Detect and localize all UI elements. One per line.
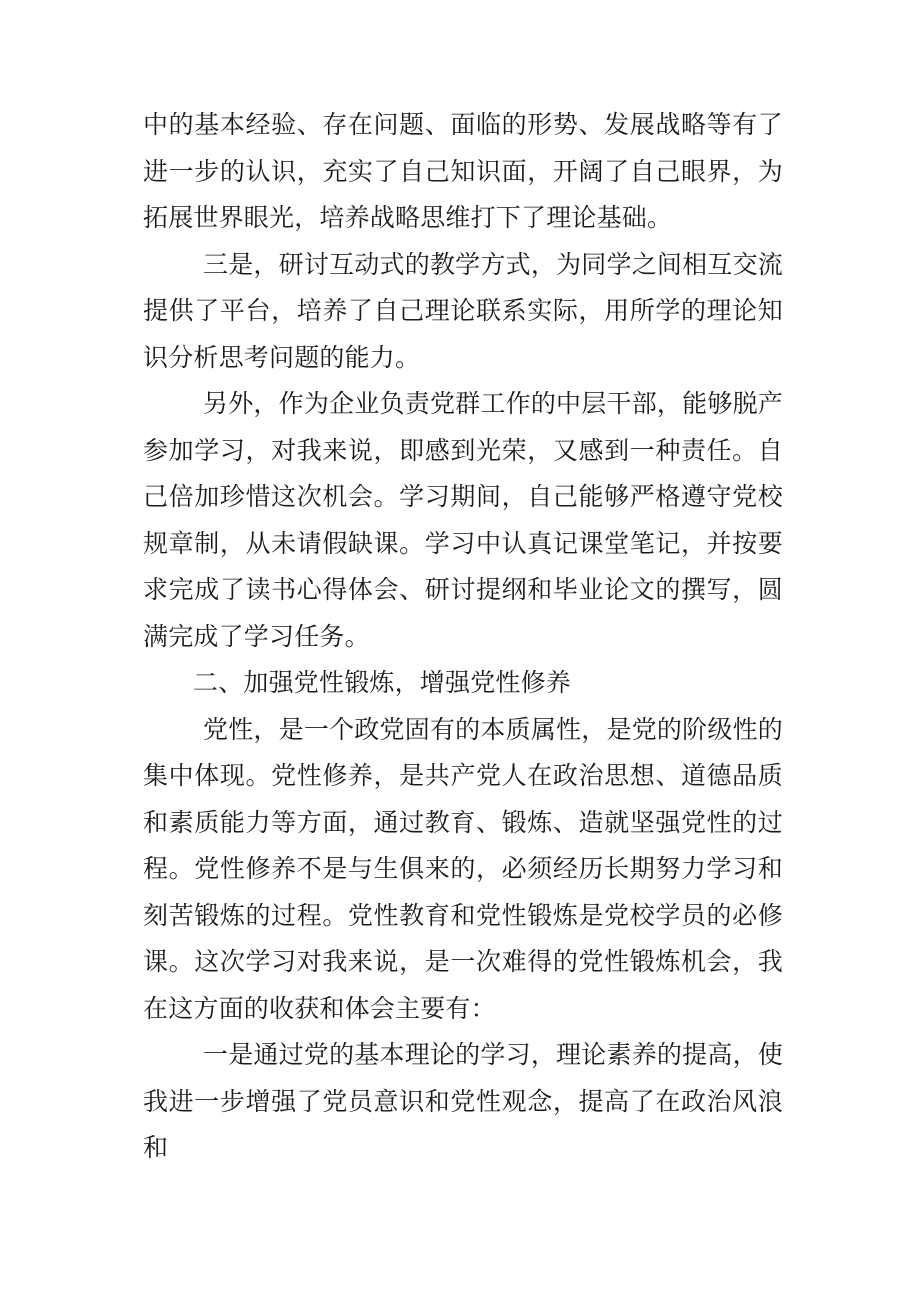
paragraph-party-spirit: 党性，是一个政党固有的本质属性，是党的阶级性的集中体现。党性修养，是共产党人在政治思想、道德品质和素质能力等方面，通过教育、锻炼、造就坚强党性的过程。党性修养不是与生俱来的，必须经历长期努力学习和刻苦锻炼的过程。党性教育和党性锻炼是党校学员的必修课。这次学习对我来说，是一次难得的党性锻炼机会，我在这方面的收获和体会主要有：: [143, 714, 783, 1023]
paragraph-point-one: 一是通过党的基本理论的学习，理论素养的提高，使我进一步增强了党员意识和党性观念，提高了在政治风浪和: [143, 1040, 783, 1162]
document-body: [143, 102, 783, 1172]
section-heading: 二、加强党性锻炼，增强党性修养: [193, 668, 572, 697]
paragraph-point-three: 三是，研讨互动式的教学方式，为同学之间相互交流提供了平台，培养了自己理论联系实际，用所学的理论知识分析思考问题的能力。: [143, 249, 783, 372]
paragraph-continuation: 中的基本经验、存在问题、面临的形势、发展战略等有了进一步的认识，充实了自己知识面，开阔了自己眼界，为拓展世界眼光，培养战略思维打下了理论基础。: [143, 110, 783, 232]
paragraph-additionally: 另外，作为企业负责党群工作的中层干部，能够脱产参加学习，对我来说，即感到光荣，又感到一种责任。自己倍加珍惜这次机会。学习期间，自己能够严格遵守党校规章制，从未请假缺课。学习中认真记课堂笔记，并按要求完成了读书心得体会、研讨提纲和毕业论文的撰写，圆满完成了学习任务。: [143, 389, 783, 651]
